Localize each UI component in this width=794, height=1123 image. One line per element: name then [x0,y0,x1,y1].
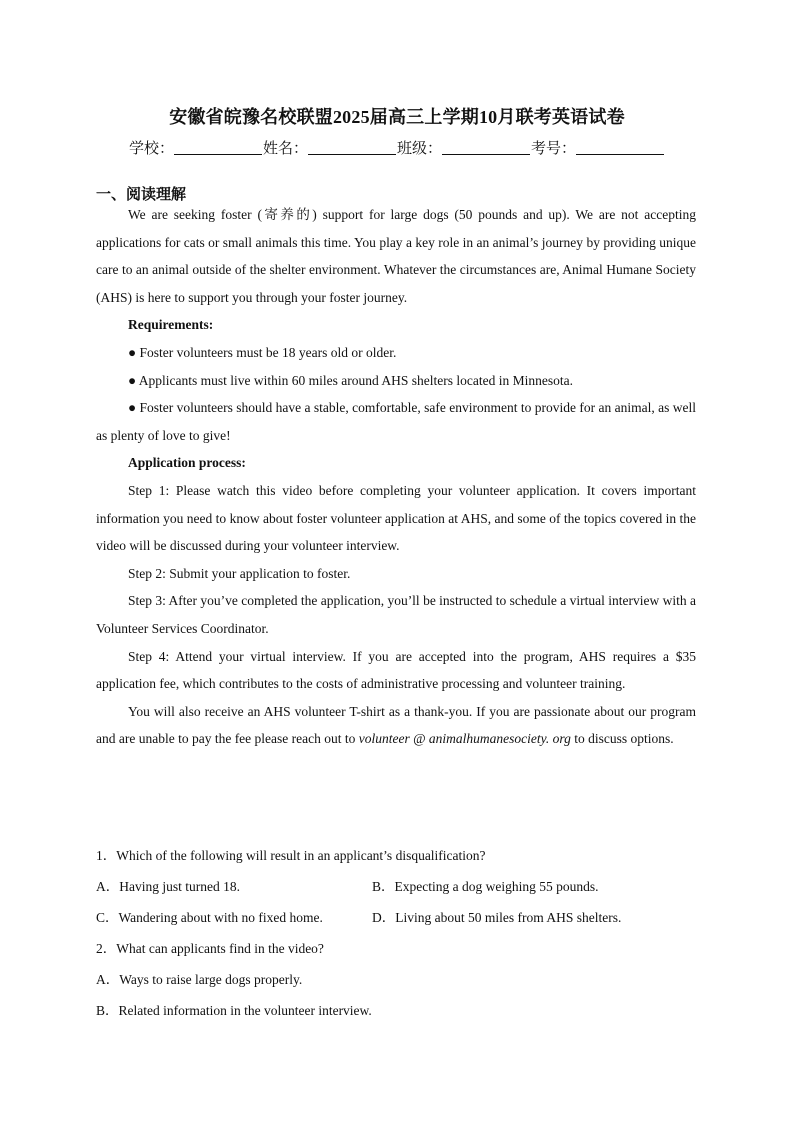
process-step: Step 4: Attend your virtual interview. If you are accepted into the program, AHS requires a $35 application fee, which contributes to the costs of administrative processing and volunteer training. [96,648,696,692]
reading-passage [96,201,696,753]
process-heading: Application process: [128,455,246,471]
closing-text: You will also receive an AHS volunteer T-shirt as a thank-you. If you are passionate about our program and are unable to pay the fee please reach out to [96,703,696,747]
option-row [96,871,696,902]
page-title: 安徽省皖豫名校联盟2025届高三上学期10月联考英语试卷 [169,107,625,127]
question-stem: 2．What can applicants find in the video? [96,941,324,956]
name-label: 姓名： [262,141,308,157]
school-label: 学校： [128,141,174,157]
name-blank[interactable] [308,140,396,155]
passage-intro: We are seeking foster (寄养的) support for large dogs (50 pounds and up). We are not accepting applications for cats or small animals this time. You play a key role in an animal’s journey by providing unique care to an animal outside of the shelter environment. Whatever the circumstances are, Animal Humane Society (AHS) is here to support you through your foster journey. [96,207,696,305]
option-a[interactable]: A．Ways to raise large dogs properly. [96,972,303,987]
option-c[interactable]: C．Wandering about with no fixed home. [96,910,323,925]
requirement-item: ● Applicants must live within 60 miles around AHS shelters located in Minnesota. [128,372,573,388]
requirement-item: ● Foster volunteers should have a stable, comfortable, safe environment to provide for an animal, as well as plenty of love to give! [96,400,696,443]
school-blank[interactable] [174,140,262,155]
process-step: Step 2: Submit your application to foster. [128,565,351,581]
option-b[interactable]: B．Related information in the volunteer interview. [96,1003,372,1018]
question-list [96,840,696,1026]
option-row [96,902,696,933]
exam-number-label: 考号： [531,141,577,157]
passage-closing [96,698,696,753]
contact-email: volunteer @ animalhumanesociety. org [358,731,571,747]
requirement-item: ● Foster volunteers must be 18 years old or older. [128,344,397,360]
class-label: 班级： [397,141,443,157]
exam-number-blank[interactable] [576,140,664,155]
process-step: Step 3: After you’ve completed the application, you’ll be instructed to schedule a virtual interview with a Volunteer Services Coordinator. [96,593,696,636]
option-a[interactable]: A．Having just turned 18. [96,879,240,894]
process-step: Step 1: Please watch this video before completing your volunteer application. It covers important information you need to know about foster volunteer application at AHS, and some of the topics covered in the video will be discussed during your volunteer interview. [96,482,696,554]
section-heading: 一、阅读理解 [96,187,187,203]
requirements-heading: Requirements: [128,317,214,333]
student-info-line [0,137,794,158]
closing-tail: to discuss options. [574,731,674,747]
class-blank[interactable] [442,140,530,155]
option-d[interactable]: D．Living about 50 miles from AHS shelters. [372,910,622,925]
question-stem: 1．Which of the following will result in an applicant’s disqualification? [96,848,486,863]
option-b[interactable]: B．Expecting a dog weighing 55 pounds. [372,879,599,894]
